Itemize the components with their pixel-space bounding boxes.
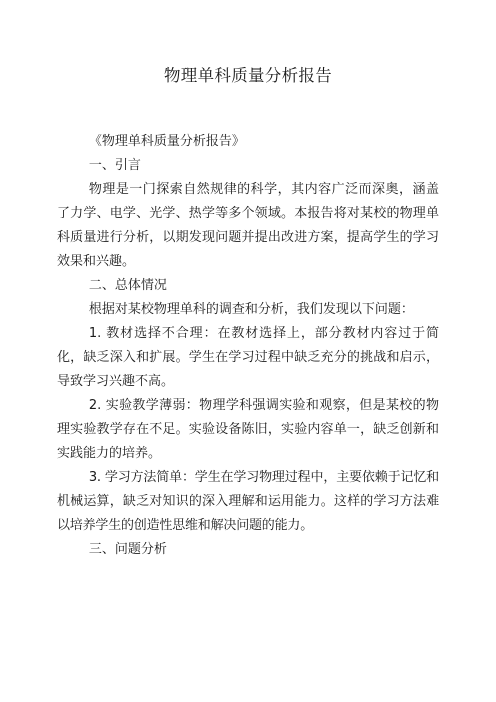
section-heading-introduction: 一、引言 <box>88 158 141 173</box>
document-body <box>57 130 439 562</box>
issue-item-study-method: 3. 学习方法简单：学生在学习物理过程中，主要依赖于记忆和机械运算，缺乏对知识的深入理解和运用能力。这样的学习方法难以培养学生的创造性思维和解决问题的能力。 <box>57 470 439 533</box>
issue-item-textbook: 1. 教材选择不合理：在教材选择上，部分教材内容过于简化，缺乏深入和扩展。学生在学习过程中缺乏充分的挑战和启示，导致学习兴趣不高。 <box>57 326 439 389</box>
section-heading-overview: 二、总体情况 <box>88 278 167 293</box>
document-title: 物理单科质量分析报告 <box>164 66 332 85</box>
report-name-paragraph: 《物理单科质量分析报告》 <box>88 134 245 149</box>
introduction-paragraph: 物理是一门探索自然规律的科学，其内容广泛而深奥，涵盖了力学、电学、光学、热学等多个领域。本报告将对某校的物理单科质量进行分析，以期发现问题并提出改进方案，提高学生的学习效果和兴趣。 <box>57 182 439 269</box>
overview-paragraph: 根据对某校物理单科的调查和分析，我们发现以下问题： <box>88 302 414 317</box>
section-heading-problem-analysis: 三、问题分析 <box>88 542 167 557</box>
issue-item-experiment: 2. 实验教学薄弱：物理学科强调实验和观察，但是某校的物理实验教学存在不足。实验设备陈旧，实验内容单一，缺乏创新和实践能力的培养。 <box>57 398 439 461</box>
